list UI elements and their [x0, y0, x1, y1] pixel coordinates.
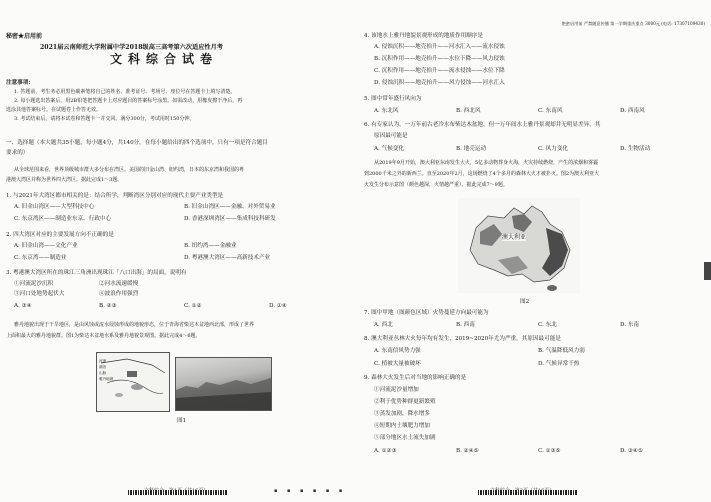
- option: ③蒸发加剧，降水增多: [374, 411, 430, 417]
- option: A. 东北风: [374, 108, 399, 114]
- q7-options: [374, 322, 694, 330]
- option: D. 香港深圳湾区——集成科技科研发: [184, 216, 276, 222]
- q7-stem: 7. 图中甲地（图颜色区域）火势蔓延方向最可能为: [364, 310, 489, 316]
- option: ⑤部分地区水土流失加剧: [374, 435, 436, 441]
- option: C. 风力变化: [538, 146, 569, 152]
- q3-stem: 3. 粤港澳大湾区所在的珠江三角洲出现珠江「八口出海」的局面，说明有: [6, 270, 187, 276]
- legend-item: 山脉: [99, 371, 107, 375]
- q2-options: [14, 243, 344, 267]
- intro3-line: 到2000千米之外的新西兰。直至2020年2月，这场燃烧了4个多月的森林大火才被扑灭。图2为澳大利亚大: [364, 171, 599, 177]
- answer-choice: B. ②④⑤: [456, 448, 479, 454]
- option: A. 东南信风势力强: [374, 348, 421, 354]
- answer-choice: C. ①②: [184, 303, 202, 309]
- tasmania-shape: [547, 285, 557, 291]
- option: ④短期内土壤肥力增加: [374, 423, 430, 429]
- side-tab: [704, 262, 711, 280]
- left-page: [0, 0, 352, 502]
- intro2-line: 雅丹地貌出现于干旱地区，是由风蚀或流水侵蚀形成的地貌形态，位于青海省柴达木盆地西北部，形成了世界: [14, 322, 255, 328]
- secret-mark: 秘密★启用前: [6, 33, 43, 40]
- answer-choice: D. ③④⑤: [620, 448, 643, 454]
- option: D. 气候异常干热: [538, 361, 580, 367]
- notes-title: 注意事项:: [6, 80, 31, 86]
- yardang-photo-svg: [176, 358, 271, 410]
- intro3-line: 从2019年9月开始，澳大利亚东南发生大火，5亿多动物葬身火海，火灾持续燃烧，产生的浓烟和雾霾: [374, 160, 599, 166]
- q1-options: [14, 204, 344, 228]
- option: B. 地壳运动: [456, 146, 487, 152]
- intro3-line: 火发生分布示意图（颜色越深，火情越严重）。据此完成7～9题。: [364, 182, 508, 188]
- option: ①河流泥沙沉积: [14, 281, 54, 287]
- answer-choice: D. ①④: [269, 303, 287, 309]
- legend-item: 湖泊: [99, 365, 107, 369]
- q6-stem: 6. 有专家认为，一万年前古老冷水布柴达木盆地，但一万年间水上雅丹景观却并无明显差异，其: [364, 122, 601, 128]
- note-line: 3. 考试结束后，请将本试卷和答题卡一并交回。满分300分，考试用时150分钟。: [14, 116, 195, 122]
- basin-map-svg: [97, 353, 169, 411]
- option: C. 植被大量被破坏: [374, 361, 421, 367]
- answer-choice: B. ②③: [99, 303, 117, 309]
- answer-choice: A. ①②③: [374, 448, 397, 454]
- section1-cont: 要求的）: [6, 150, 29, 156]
- q5-options: [374, 108, 694, 116]
- q8-options: [374, 348, 694, 370]
- qaidam-basin-map: [96, 352, 170, 412]
- note-line: 2. 每小题选出答案后，用2B铅笔把答题卡上对应题目的答案标号涂黑。如需改动，用橡皮擦干净后，再: [14, 98, 243, 104]
- intro2-line: 上面积最大的雅丹地貌群。图1为柴达木盆地水系及雅丹地貌景观图。据此完成4～6题。: [6, 333, 201, 339]
- option: A. 气候变化: [374, 146, 404, 152]
- section1-title: 一、选择题（本大题共35小题，每小题4分，共140分。在每小题给出的四个选项中，只有一项是符合题目: [6, 140, 268, 146]
- option: ②利于优势种群更新繁殖: [374, 399, 436, 405]
- figure1-caption: 图1: [177, 418, 187, 424]
- q5-stem: 5. 图中常年盛行风向为: [364, 96, 422, 102]
- option: ③河口处地势起伏大: [14, 291, 65, 297]
- q2-stem: 2. 四大湾区对应的主要发展方向不正确的是: [6, 232, 114, 238]
- option: A. 旧金山湾——文化产业: [14, 243, 78, 249]
- figure2-caption: 图2: [520, 299, 530, 305]
- legend-item: 雅丹地貌: [99, 377, 114, 381]
- barcode-strip: [478, 490, 578, 495]
- header-right: 绝密启用前 严禁随意传播 第一学期重庆重点 3000元 (电话: 17307109430): [561, 21, 705, 26]
- lake-shape: [115, 393, 123, 397]
- option: ①河流泥沙量增加: [374, 387, 419, 393]
- australia-label: 澳大利亚: [502, 234, 527, 241]
- option: D. 粤港澳大湾区——高新技术产业: [184, 255, 271, 261]
- mountain-line: [101, 359, 165, 373]
- option: C. 东京湾区——制造业东京、行政中心: [14, 216, 112, 222]
- q4-stem: 4. 该地水上雅丹地貌景观形成的地质作用顺序是: [364, 33, 483, 39]
- option: D. 生物活动: [620, 146, 651, 152]
- option: B. 旧金山湾区——金融、对外贸易业: [184, 204, 276, 210]
- answer-choice: A. ③④: [14, 303, 32, 309]
- option: A. 旧金山湾区——大型科技中心: [14, 204, 95, 210]
- option: B. 西北风: [456, 108, 481, 114]
- option: C. 东京湾——制造业: [14, 255, 67, 261]
- q9-answers: [374, 448, 694, 456]
- intro-line: 从全球范围来看，世界顶级城市群大多分布在湾区。美国的旧金山湾、纽约湾，日本的东京湾和我国的粤: [14, 167, 245, 173]
- australia-map-svg: [458, 198, 580, 293]
- q3-options: [14, 281, 344, 317]
- option: C. 沉积作用——地壳抬升——流水侵蚀——水位下降: [374, 68, 505, 74]
- option: ②河水流速缓慢: [99, 281, 139, 287]
- q8-stem: 8. 澳大利亚丛林大火每年均有发生，2019~2020年尤为严重，其原因最可能是: [364, 336, 561, 342]
- note-line: 选涂其他答案标号。在试题卷上作答无效。: [6, 107, 102, 113]
- option: A. 侵蚀沉积——地壳抬升——河水汇入——流水侵蚀: [374, 44, 505, 50]
- option: B. 气温降低风力弱: [538, 348, 585, 354]
- lake-shape: [131, 384, 143, 390]
- option: ④波浪作用强烈: [99, 291, 139, 297]
- q1-stem: 1. 与2021年大湾区都市相关的是：结合所学，判断湾区分别对应的现代主要产业类型是: [6, 193, 224, 199]
- option: A. 西北: [374, 322, 393, 328]
- scan-markers: ▪ ▪ ▪ ▪ ▪ ▪: [274, 488, 347, 494]
- intro-line: 港澳大湾区并称为世界四大湾区。据此完成1～3题。: [6, 177, 123, 183]
- yardang-photo: [175, 357, 272, 411]
- exam-title: 文科综合试卷: [110, 52, 219, 66]
- option: B. 沉积作用——地壳抬升——水位下降——风力侵蚀: [374, 56, 505, 62]
- option: B. 西南: [456, 322, 475, 328]
- yardang-area: [127, 371, 137, 377]
- note-line: 1. 答题前，考生务必用黑色碳素笔将自己的姓名、准考证号、考场号、座位号在答题卡上填写清楚。: [14, 89, 236, 95]
- option: D. 西南风: [620, 108, 645, 114]
- q6-stem-cont: 原因最可能是: [374, 133, 408, 139]
- legend-item: 河流: [99, 359, 107, 363]
- answer-choice: C. ①③⑤: [538, 448, 561, 454]
- q9-stem: 9. 森林大火发生后对当地的影响正确的是: [364, 375, 467, 381]
- right-page: [360, 0, 705, 502]
- option: D. 东南: [620, 322, 640, 328]
- barcode-strip: [128, 490, 228, 495]
- school-line: 2021届云南师范大学附属中学2018级高三高考第六次适应性月考: [40, 44, 223, 51]
- option: D. 侵蚀沉积——地壳抬升——风力侵蚀——河水汇入: [374, 80, 505, 86]
- q6-options: [374, 146, 694, 154]
- option: B. 纽约湾——金融业: [184, 243, 237, 249]
- option: C. 东北: [538, 322, 557, 328]
- australia-fire-map: [458, 198, 580, 293]
- option: C. 东南风: [538, 108, 563, 114]
